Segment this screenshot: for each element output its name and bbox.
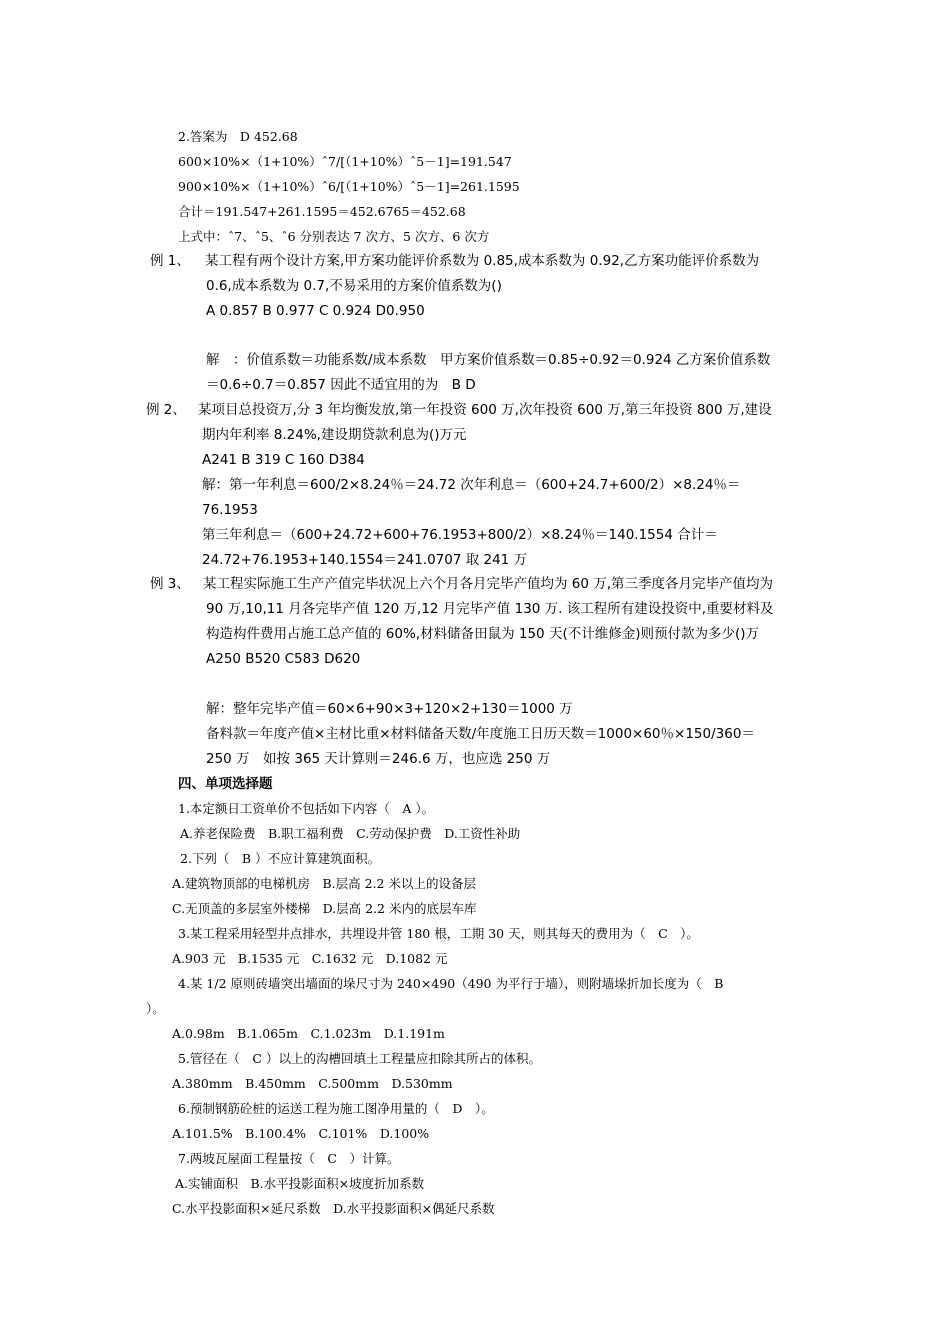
question-3: 3.某工程采用轻型井点排水，共埋设井管 180 根，工期 30 天，则其每天的费用为（ C ）。: [178, 926, 699, 941]
answer-2-note: 上式中：ˆ7、ˆ5、ˆ6 分别表达 7 次方、5 次方、6 次方: [178, 229, 490, 244]
question-7-options-2: C.水平投影面积×延尺系数 D.水平投影面积×偶延尺系数: [172, 1201, 495, 1216]
question-1: 1.本定额日工资单价不包括如下内容（ A ）。: [178, 801, 435, 816]
example-3-options: A250 B520 C583 D620: [206, 651, 361, 667]
example-3-question: 某工程实际施工生产产值完毕状况上六个月各月完毕产值均为 60 万,第三季度各月完毕产值均为: [203, 576, 774, 592]
example-1-solution-cont: ＝0.6÷0.7＝0.857 因此不适宜用的为 B D: [206, 377, 476, 393]
question-2-options-1: A.建筑物顶部的电梯机房 B.层高 2.2 米以上的设备层: [172, 876, 476, 891]
question-2: 2.下列（ B ）不应计算建筑面积。: [180, 851, 381, 866]
question-1-options: A.养老保险费 B.职工福利费 C.劳动保护费 D.工资性补助: [180, 826, 521, 841]
example-1-options: A 0.857 B 0.977 C 0.924 D0.950: [206, 303, 425, 319]
example-2-question-cont: 期内年利率 8.24%,建设期贷款利息为()万元: [202, 427, 467, 443]
question-4: 4.某 1/2 原则砖墙突出墙面的垛尺寸为 240×490（490 为平行于墙），则附墙垛折加长度为（ B: [178, 976, 724, 991]
question-6-options: A.101.5% B.100.4% C.101% D.100%: [172, 1126, 430, 1141]
answer-2-line: 2.答案为 D 452.68: [178, 129, 298, 144]
answer-2-total: 合计＝191.547+261.1595＝452.6765＝452.68: [178, 204, 466, 219]
question-5-options: A.380mm B.450mm C.500mm D.530mm: [172, 1076, 453, 1091]
section-4-title: 四、单项选择题: [178, 776, 273, 792]
example-3-solution-2: 备料款＝年度产值×主材比重×材料储备天数/年度施工日历天数＝1000×60％×150/360＝: [206, 726, 755, 742]
question-4-cont: ）。: [146, 1001, 165, 1016]
question-7-options-1: A.实铺面积 B.水平投影面积×坡度折加系数: [175, 1176, 425, 1191]
example-2-label: 例 2、: [146, 402, 186, 418]
example-1-solution: 解 ：价值系数＝功能系数/成本系数 甲方案价值系数＝0.85÷0.92＝0.924 乙方案价值系数: [206, 352, 771, 368]
example-2-solution-3: 第三年利息＝（600+24.72+600+76.1953+800/2）×8.24％＝140.1554 合计＝: [202, 527, 718, 543]
question-6: 6.预制钢筋砼桩的运送工程为施工图净用量的（ D ）。: [178, 1101, 494, 1116]
example-2-solution-4: 24.72+76.1953+140.1554＝241.0707 取 241 万: [202, 552, 528, 568]
answer-2-formula-2: 900×10%×（1+10%）ˆ6/[（1+10%）ˆ5－1]=261.1595: [178, 179, 520, 194]
question-2-options-2: C.无顶盖的多层室外楼梯 D.层高 2.2 米内的底层车库: [172, 901, 477, 916]
question-3-options: A.903 元 B.1535 元 C.1632 元 D.1082 元: [172, 951, 448, 966]
example-3-solution-3: 250 万 如按 365 天计算则＝246.6 万，也应选 250 万: [206, 751, 551, 767]
example-3-question-2: 90 万,10,11 月各完毕产值 120 万,12 月完毕产值 130 万. 该工程所有建设投资中,重要材料及: [206, 601, 774, 617]
example-3-question-3: 构造构件费用占施工总产值的 60%,材料储备田鼠为 150 天(不计维修金)则预付款为多少()万: [206, 626, 760, 642]
answer-2-formula-1: 600×10%×（1+10%）ˆ7/[（1+10%）ˆ5－1]=191.547: [178, 154, 512, 169]
example-1-question: 某工程有两个设计方案,甲方案功能评价系数为 0.85,成本系数为 0.92,乙方案功能评价系数为: [205, 253, 760, 269]
example-2-solution-2: 76.1953: [202, 502, 258, 518]
example-2-question: 某项目总投资万,分 3 年均衡发放,第一年投资 600 万,次年投资 600 万,第三年投资 800 万,建设: [198, 402, 772, 418]
example-1-question-cont: 0.6,成本系数为 0.7,不易采用的方案价值系数为(): [206, 278, 502, 294]
question-5: 5.管径在（ C ）以上的沟槽回填土工程量应扣除其所占的体积。: [178, 1051, 541, 1066]
example-3-label: 例 3、: [150, 576, 190, 592]
question-4-options: A.0.98m B.1.065m C.1.023m D.1.191m: [172, 1026, 445, 1041]
question-7: 7.两坡瓦屋面工程量按（ C ）计算。: [178, 1151, 400, 1166]
example-1-label: 例 1、: [150, 253, 190, 269]
example-3-solution: 解：整年完毕产值＝60×6+90×3+120×2+130＝1000 万: [206, 701, 573, 717]
example-2-options: A241 B 319 C 160 D384: [202, 452, 365, 468]
example-2-solution: 解：第一年利息＝600/2×8.24％＝24.72 次年利息＝（600+24.7+600/2）×8.24％＝: [202, 477, 741, 493]
